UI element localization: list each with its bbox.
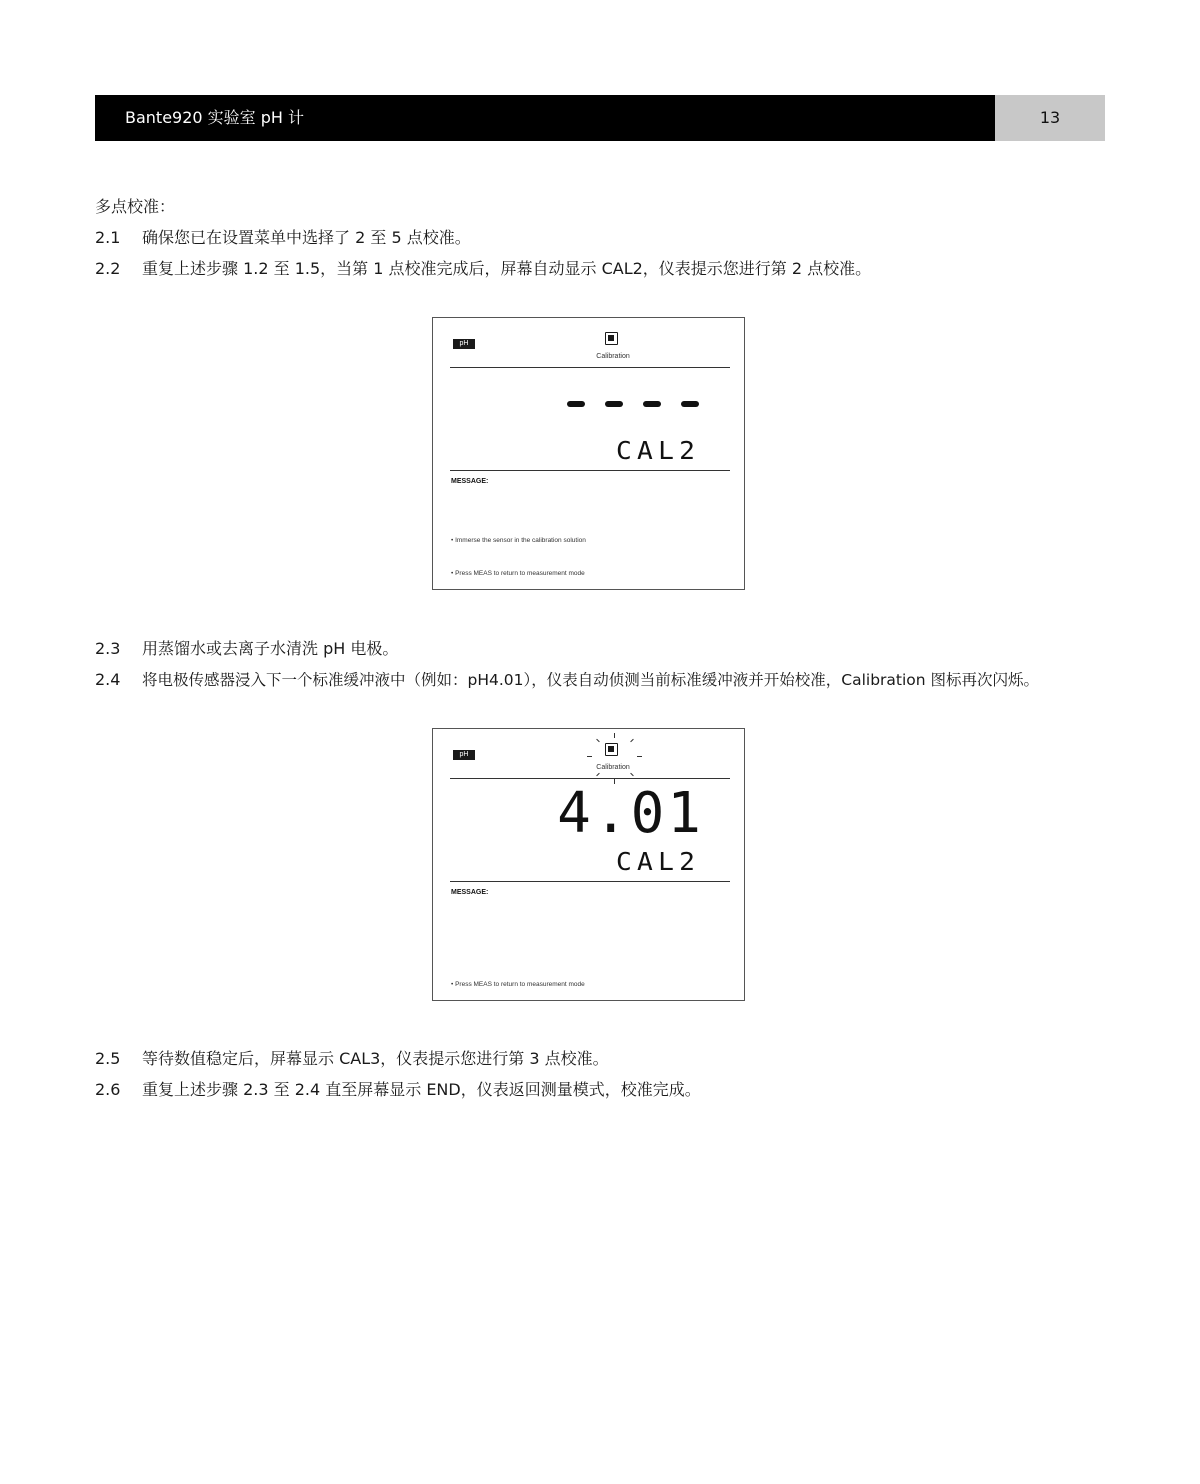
cal-point-readout: CAL2 bbox=[615, 847, 700, 876]
calibration-icon bbox=[605, 743, 618, 756]
message-item: • Immerse the sensor in the calibration solution bbox=[451, 537, 586, 544]
step-text: 重复上述步骤 1.2 至 1.5，当第 1 点校准完成后，屏幕自动显示 CAL2，仪表提示您进行第 2 点校准。 bbox=[142, 259, 872, 278]
step-number: 2.4 bbox=[95, 670, 121, 689]
lcd-display-waiting bbox=[432, 317, 745, 590]
lcd-divider bbox=[450, 367, 730, 368]
dash-segment bbox=[605, 401, 623, 407]
step-text: 确保您已在设置菜单中选择了 2 至 5 点校准。 bbox=[142, 228, 471, 247]
message-label: MESSAGE: bbox=[451, 889, 489, 896]
flash-ray bbox=[596, 739, 600, 743]
step-text: 将电极传感器浸入下一个标准缓冲液中（例如：pH4.01），仪表自动侦测当前标准缓冲液并开始校准，Calibration 图标再次闪烁。 bbox=[142, 671, 1040, 689]
dash-segment bbox=[643, 401, 661, 407]
step-number: 2.5 bbox=[95, 1049, 121, 1068]
step-number: 2.3 bbox=[95, 639, 121, 658]
calibration-icon-label: Calibration bbox=[596, 353, 630, 360]
lcd-display-calibrating bbox=[432, 728, 745, 1001]
lcd-divider bbox=[450, 470, 730, 471]
ph-mode-badge: pH bbox=[453, 339, 475, 349]
calibration-icon bbox=[605, 332, 618, 345]
step-number: 2.1 bbox=[95, 228, 121, 247]
header-title: Bante920 实验室 pH 计 bbox=[125, 108, 305, 127]
step-number: 2.2 bbox=[95, 259, 121, 278]
flash-ray bbox=[630, 739, 634, 743]
step-text: 重复上述步骤 2.3 至 2.4 直至屏幕显示 END，仪表返回测量模式，校准完成。 bbox=[142, 1080, 701, 1099]
page-header bbox=[95, 95, 995, 141]
flash-ray bbox=[614, 733, 615, 738]
lcd-divider bbox=[450, 778, 730, 779]
step-number: 2.6 bbox=[95, 1080, 121, 1099]
ph-reading: 4.01 bbox=[557, 781, 704, 846]
calibration-indicator bbox=[593, 332, 633, 366]
lcd-divider bbox=[450, 881, 730, 882]
message-item: • Press MEAS to return to measurement mode bbox=[451, 570, 585, 577]
ph-mode-badge: pH bbox=[453, 750, 475, 760]
section-title: 多点校准： bbox=[95, 197, 176, 216]
step-text: 等待数值稳定后，屏幕显示 CAL3，仪表提示您进行第 3 点校准。 bbox=[142, 1049, 609, 1068]
dash-segment bbox=[681, 401, 699, 407]
calibration-icon-label: Calibration bbox=[596, 764, 630, 771]
message-label: MESSAGE: bbox=[451, 478, 489, 485]
cal-point-readout: CAL2 bbox=[615, 436, 700, 465]
dash-segment bbox=[567, 401, 585, 407]
reading-dashes bbox=[567, 401, 699, 407]
message-item: • Press MEAS to return to measurement mode bbox=[451, 981, 585, 988]
page-number-box bbox=[995, 95, 1105, 141]
flash-ray bbox=[637, 756, 642, 757]
flash-ray bbox=[587, 756, 592, 757]
step-text: 用蒸馏水或去离子水清洗 pH 电极。 bbox=[142, 639, 399, 658]
page-number: 13 bbox=[1039, 108, 1061, 127]
